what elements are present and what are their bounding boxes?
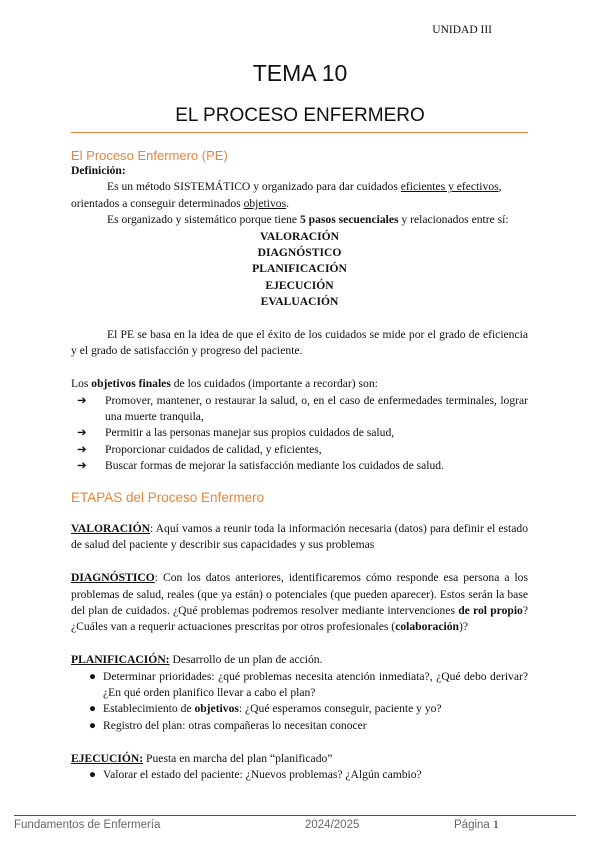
list-item: ● Valorar el estado del paciente: ¿Nuevos problemas? ¿Algún cambio?	[71, 767, 528, 783]
ejecucion-list	[71, 767, 528, 783]
list-item: ● Determinar prioridades: ¿qué problemas necesita atención inmediata?, ¿Qué debo derivar? ¿En qué orden planifico llevar a cabo el plan?	[89, 669, 528, 700]
page-subtitle: EL PROCESO ENFERMERO	[175, 105, 425, 126]
definition-label: Definición:	[71, 164, 126, 177]
document-body	[71, 163, 528, 475]
section-heading-etapas: ETAPAS del Proceso Enfermero	[71, 490, 265, 505]
step-valoracion: VALORACIÓN	[259, 229, 340, 243]
arrow-icon: ➔	[77, 459, 87, 473]
etapas-body	[71, 521, 528, 783]
bullet-icon: ●	[89, 768, 97, 782]
arrow-icon: ➔	[77, 426, 87, 440]
steps-intro: Es organizado y sistemático porque tiene 5 pasos secuenciales y relacionados entre sí:	[107, 213, 509, 227]
valoracion-paragraph: VALORACIÓN: Aquí vamos a reunir toda la información necesaria (datos) para definir el estado de salud del paciente y describir sus capacidades y sus problemas	[71, 522, 528, 552]
step-planificacion: PLANIFICACIÓN	[252, 262, 347, 276]
ejecucion-paragraph: EJECUCIÓN: Puesta en marcha del plan “planificado”	[71, 751, 333, 765]
bullet-icon: ●	[89, 669, 97, 683]
list-item: ● Establecimiento de objetivos: ¿Qué esperamos conseguir, paciente y yo?	[71, 701, 528, 717]
diagnostico-paragraph: DIAGNÓSTICO: Con los datos anteriores, identificaremos cómo responde esa persona a los problemas de salud, reales (que ya están) o potenciales (que pueden aparecer). Estos serán la base del plan de cuidados. ¿Qué problemas podremos resolver mediante intervenciones de rol propio? ¿Cuáles van a requerir actuaciones prescritas por otros profesionales (colaboración)?	[71, 571, 528, 634]
list-item: ➔ Buscar formas de mejorar la satisfacción mediante los cuidados de salud.	[77, 458, 528, 474]
list-item: ➔ Proporcionar cuidados de calidad, y eficientes,	[77, 442, 528, 458]
list-item: ➔ Permitir a las personas manejar sus propios cuidados de salud,	[77, 425, 528, 441]
planificacion-paragraph: PLANIFICACIÓN: Desarrollo de un plan de acción.	[71, 653, 323, 667]
footer-page: Página 1	[454, 819, 499, 831]
page-title: TEMA 10	[252, 60, 348, 86]
footer-divider	[14, 815, 576, 816]
footer-year: 2024/2025	[305, 819, 360, 831]
section-heading-pe: El Proceso Enfermero (PE)	[71, 148, 228, 163]
arrow-icon: ➔	[77, 442, 87, 456]
basis-paragraph: El PE se basa en la idea de que el éxito de los cuidados se mide por el grado de eficiencia y el grado de satisfacción y progreso del paciente.	[71, 328, 528, 358]
list-item: ➔ Promover, mantener, o restaurar la salud, o, en el caso de enfermedades terminales, lograr una muerte tranquila,	[77, 393, 528, 424]
title-divider	[71, 132, 528, 133]
unit-label: UNIDAD III	[432, 24, 492, 36]
step-ejecucion: EJECUCIÓN	[265, 278, 334, 292]
bullet-icon: ●	[89, 718, 97, 732]
footer-course: Fundamentos de Enfermería	[14, 819, 161, 831]
definition-paragraph: Es un método SISTEMÁTICO y organizado para dar cuidados eficientes y efectivos, orientados a conseguir determinados objetivos.	[71, 180, 502, 210]
planificacion-list	[71, 669, 528, 735]
objectives-intro: Los objetivos finales de los cuidados (importante a recordar) son:	[71, 377, 378, 391]
step-evaluacion: EVALUACIÓN	[260, 295, 339, 309]
arrow-icon: ➔	[77, 393, 87, 407]
step-diagnostico: DIAGNÓSTICO	[257, 246, 342, 260]
objectives-list	[71, 393, 528, 475]
bullet-icon: ●	[89, 702, 97, 716]
list-item: ● Registro del plan: otras compañeras lo necesitan conocer	[71, 718, 528, 734]
